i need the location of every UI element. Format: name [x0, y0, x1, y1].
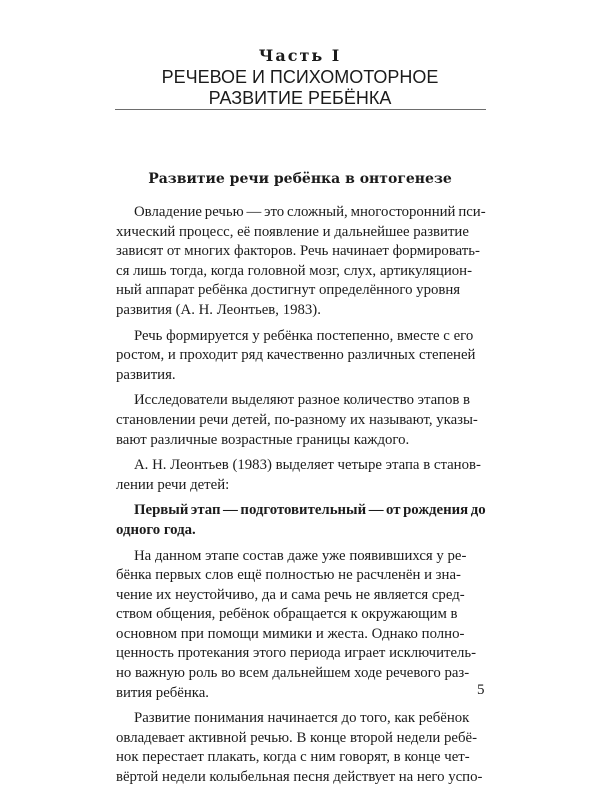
text-line: чение их неустойчиво, да и сама речь не является сред-	[116, 586, 465, 603]
paragraph	[116, 547, 486, 704]
text-line: ством общения, ребёнок обращается к окружающим в	[116, 606, 458, 623]
paragraph	[116, 203, 486, 321]
paragraph	[116, 456, 486, 495]
text-line: На данном этапе состав даже уже появившихся у ре-	[134, 547, 467, 564]
text-line: но важную роль во всем дальнейшем ходе речевого раз-	[116, 665, 470, 682]
part-label: Часть I	[258, 46, 342, 65]
paragraph	[116, 327, 486, 386]
text-line: ростом, и проходит ряд качественно различных степеней	[116, 347, 476, 364]
text-line: ный аппарат ребёнка достигнут определённого уровня	[116, 282, 461, 299]
body-text	[116, 203, 486, 794]
text-line: лении речи детей:	[116, 476, 230, 493]
text-line: становлении речи детей, по-разному их называют, указы-	[116, 411, 478, 428]
text-line: Исследователи выделяют разное количество этапов в	[134, 392, 471, 409]
text-line: вёртой недели колыбельная песня действует на него успо-	[116, 769, 483, 786]
text-line: основном при помощи мимики и жеста. Однако полно-	[116, 625, 465, 642]
text-line: Речь формируется у ребёнка постепенно, вместе с его	[134, 327, 474, 344]
title-divider	[115, 109, 486, 110]
part-title	[0, 67, 600, 109]
text-line: овладевает активной речью. В конце второй недели ребё-	[116, 729, 478, 746]
text-line: вают различные возрастные границы каждого.	[116, 431, 410, 448]
text-line: развития (А. Н. Леонтьев, 1983).	[116, 301, 321, 318]
text-line: развития.	[116, 366, 176, 383]
text-line: вития ребёнка.	[116, 684, 210, 701]
text-line: зависят от многих факторов. Речь начинает формировать-	[116, 243, 480, 260]
text-line: ценность протекания этого периода играет исключитель-	[116, 645, 477, 662]
text-line: Овладение речью — это сложный, многосторонний пси-	[134, 204, 486, 220]
text-line: Первый этап — подготовительный — от рождения до	[134, 502, 486, 519]
text-line: одного года.	[116, 521, 196, 538]
paragraph	[116, 709, 486, 787]
part-title-line-1: РЕЧЕВОЕ И ПСИХОМОТОРНОЕ	[161, 67, 439, 87]
part-title-line-2: РАЗВИТИЕ РЕБЁНКА	[208, 88, 392, 108]
paragraph	[116, 501, 486, 540]
text-line: хический процесс, её появление и дальнейшее развитие	[116, 223, 469, 240]
text-line: бёнка первых слов ещё полностью не расчленён и зна-	[116, 567, 461, 584]
text-line: нок перестает плакать, когда с ним говорят, в конце чет-	[116, 749, 470, 766]
page-number: 5	[477, 682, 485, 698]
text-line: Развитие понимания начинается до того, как ребёнок	[134, 710, 470, 727]
paragraph	[116, 391, 486, 450]
text-line: ся лишь тогда, когда головной мозг, слух, артикуляцион-	[116, 262, 472, 279]
text-line: А. Н. Леонтьев (1983) выделяет четыре этапа в станов-	[134, 457, 481, 474]
section-heading: Развитие речи ребёнка в онтогенезе	[148, 171, 452, 187]
